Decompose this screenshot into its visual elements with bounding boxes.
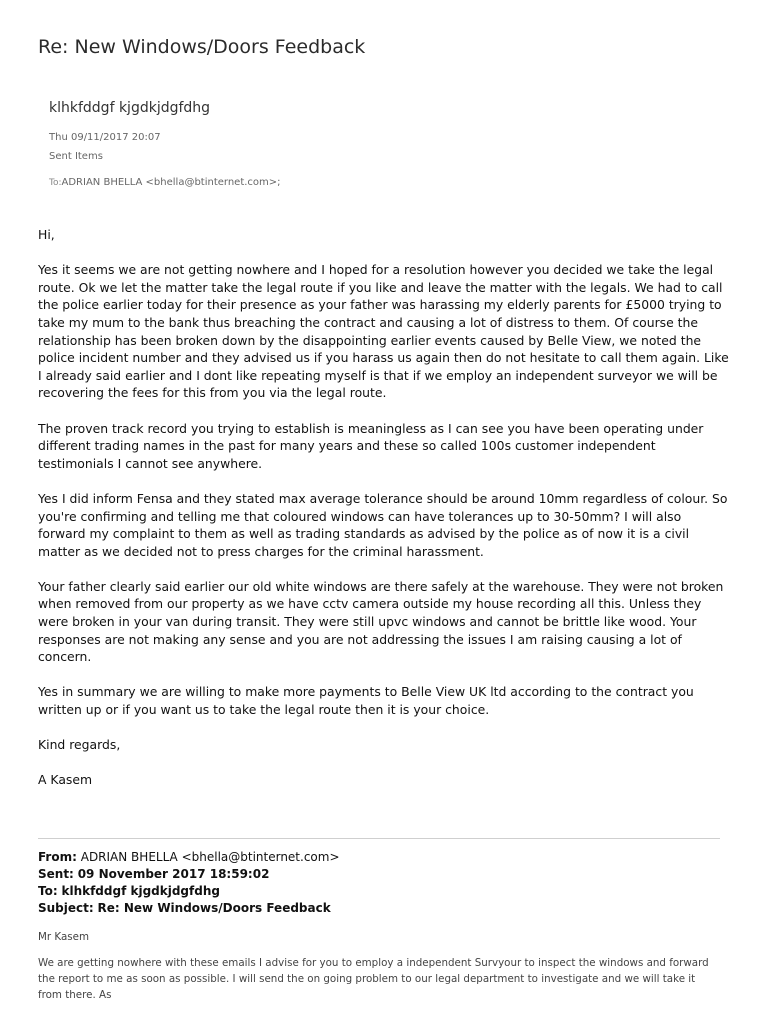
signature: A Kasem — [38, 772, 93, 788]
email-subject: Re: New Windows/Doors Feedback — [38, 36, 366, 58]
quoted-subject-label: Subject: — [38, 901, 94, 915]
quoted-to-label: To: — [38, 884, 58, 898]
body-paragraph: Yes in summary we are willing to make more payments to Belle View UK ltd according to the contract you written up or if you want us to take the legal route then it is your choice. — [38, 684, 694, 718]
recipients-line — [49, 177, 281, 188]
body-paragraph: Yes it seems we are not getting nowhere and I hoped for a resolution however you decided we take the legal route. Ok we let the matter take the legal route if you like and leave the matter with the legals. We had to call the police earlier today for their presence as your father was harassing my elderly parents for £5000 trying to take my mum to the bank thus breaching the contract and causing a lot of distress to them. Of course the relationship has been broken down by the disappointing earlier events caused by Belle View, we noted the police incident number and they advised us if you harass us again then do not hesitate to call them again. Like I already said earlier and I dont like repeating myself is that if we employ an independent surveyor we will be recovering the fees for this from you via the legal route. — [38, 262, 729, 401]
quoted-sent-value: 09 November 2017 18:59:02 — [77, 867, 270, 881]
quoted-paragraph: We are getting nowhere with these emails I advise for you to employ a independent Survyour to inspect the windows and forward the report to me as soon as possible. I will send the on going problem to our legal department to investigate and we will take it from there. As — [38, 957, 709, 1001]
quoted-to-value: klhkfddgf kjgdkjdgfdhg — [61, 884, 220, 898]
quoted-from-row — [38, 849, 730, 866]
sent-date: Thu 09/11/2017 20:07 — [49, 132, 161, 143]
body-paragraph: Your father clearly said earlier our old white windows are there safely at the warehouse. They were not broken when removed from our property as we have cctv camera outside my house recording all this. Unless they were broken in your van during transit. They were still upvc windows and cannot be brittle like wood. Your responses are not making any sense and you are not addressing the issues I am raising causing a lot of concern. — [38, 578, 724, 665]
sender-name[interactable]: klhkfddgf kjgdkjdgfdhg — [49, 100, 211, 116]
quoted-sent-label: Sent: — [38, 867, 74, 881]
quoted-to-row — [38, 883, 730, 900]
body-paragraph: The proven track record you trying to establish is meaningless as I can see you have been operating under different trading names in the past for many years and these so called 100s customer independent testimonials I cannot see anywhere. — [38, 420, 704, 471]
to-label: To: — [49, 178, 62, 188]
email-body — [38, 226, 730, 807]
recipient-address[interactable]: ADRIAN BHELLA <bhella@btinternet.com>; — [61, 177, 281, 188]
body-paragraph: Hi, — [38, 227, 55, 242]
folder-label: Sent Items — [49, 151, 103, 162]
quoted-from-value: ADRIAN BHELLA <bhella@btinternet.com> — [80, 850, 340, 864]
quoted-subject-value: Re: New Windows/Doors Feedback — [97, 901, 331, 915]
quoted-subject-row — [38, 900, 730, 917]
body-paragraph: Yes I did inform Fensa and they stated max average tolerance should be around 10mm regardless of colour. So you're confirming and telling me that coloured windows can have tolerances up to 30-50mm? I will also forward my complaint to them as well as trading standards as advised by the police as of now it is a civil matter as we decided not to press charges for the criminal harassment. — [38, 490, 728, 559]
quoted-message-header — [38, 849, 730, 917]
quoted-from-label: From: — [38, 850, 77, 864]
sign-off: Kind regards, — [38, 737, 121, 753]
quoted-sent-row — [38, 866, 730, 883]
quoted-greeting: Mr Kasem — [38, 931, 90, 943]
quote-divider — [38, 838, 720, 839]
quoted-message-body — [38, 929, 722, 1013]
